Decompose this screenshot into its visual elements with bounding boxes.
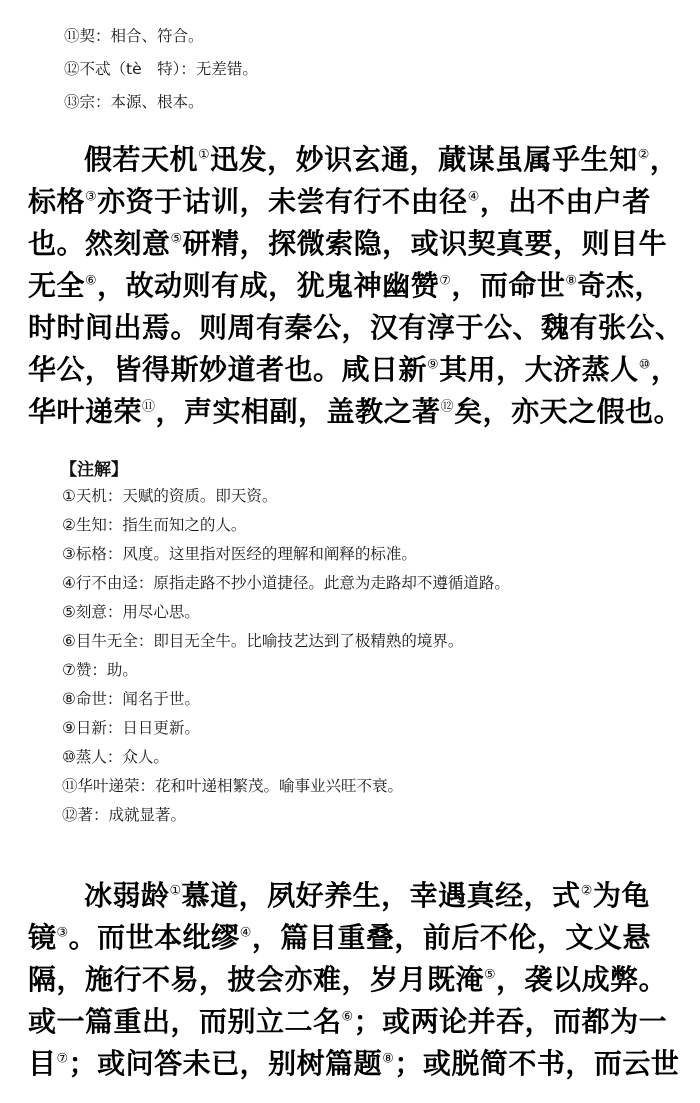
note-line: ⑫不忒（tè 特）：无差错。 [64,60,258,78]
text-line: 华公，皆得斯妙道者也。咸日新⑨其用，大济蒸人⑩， [28,353,680,386]
note-line: ⑫著：成就显著。 [62,806,187,824]
text-line: 华叶递荣⑪，声实相副，盖教之著⑫矣，亦天之假也。 [28,395,683,428]
text-line: 隔，施行不易，披会亦难，岁月既淹⑤，袭以成弊。 [28,963,668,996]
text-line: 或一篇重出，而别立二名⑥；或两论并吞，而都为一 [28,1005,668,1038]
note-line: ④行不由迳：原指走路不抄小道捷径。此意为走路却不遵循道路。 [62,574,510,592]
notes-heading: 【注解】 [60,460,128,480]
text-line: 时时间出焉。则周有秦公，汉有淳于公、魏有张公、 [28,311,684,344]
note-line: ⑪契：相合、符合。 [64,27,204,45]
note-line: ①天机：天赋的资质。即天资。 [62,487,278,505]
text-line: 标格③亦资于诂训，未尝有行不由径④，出不由户者 [28,185,651,218]
note-line: ⑨日新：日日更新。 [62,719,200,737]
text-line: 目⑦；或问答未已，别树篇题⑧；或脱简不书，而云世 [28,1047,680,1080]
note-line: ⑪华叶递荣：花和叶递相繁茂。喻事业兴旺不衰。 [62,777,404,795]
text-line: 冰弱龄①慕道，夙好养生，幸遇真经，式②为龟 [84,879,650,912]
note-line: ⑩蒸人：众人。 [62,748,169,766]
text-line: 也。然刻意⑤研精，探微索隐，或识契真要，则目牛 [28,227,668,260]
note-line: ②生知：指生而知之的人。 [62,516,247,534]
text-line: 镜③。而世本纰缪④，篇目重叠，前后不伦，文义悬 [28,921,651,954]
text-line: 无全⑥，故动则有成，犹鬼神幽赞⑦，而命世⑧奇杰， [28,269,664,302]
note-line: ⑦赞：助。 [62,661,138,679]
note-line: ⑤刻意：用尽心思。 [62,603,200,621]
note-line: ⑥目牛无全：即目无全牛。比喻技艺达到了极精熟的境界。 [62,632,464,650]
note-line: ⑧命世：闻名于世。 [62,690,200,708]
text-line: 假若天机①迅发，妙识玄通，蕆谋虽属乎生知②， [84,143,679,176]
note-line: ⑬宗：本源、根本。 [64,93,204,111]
note-line: ③标格：风度。这里指对医经的理解和阐释的标准。 [62,545,417,563]
